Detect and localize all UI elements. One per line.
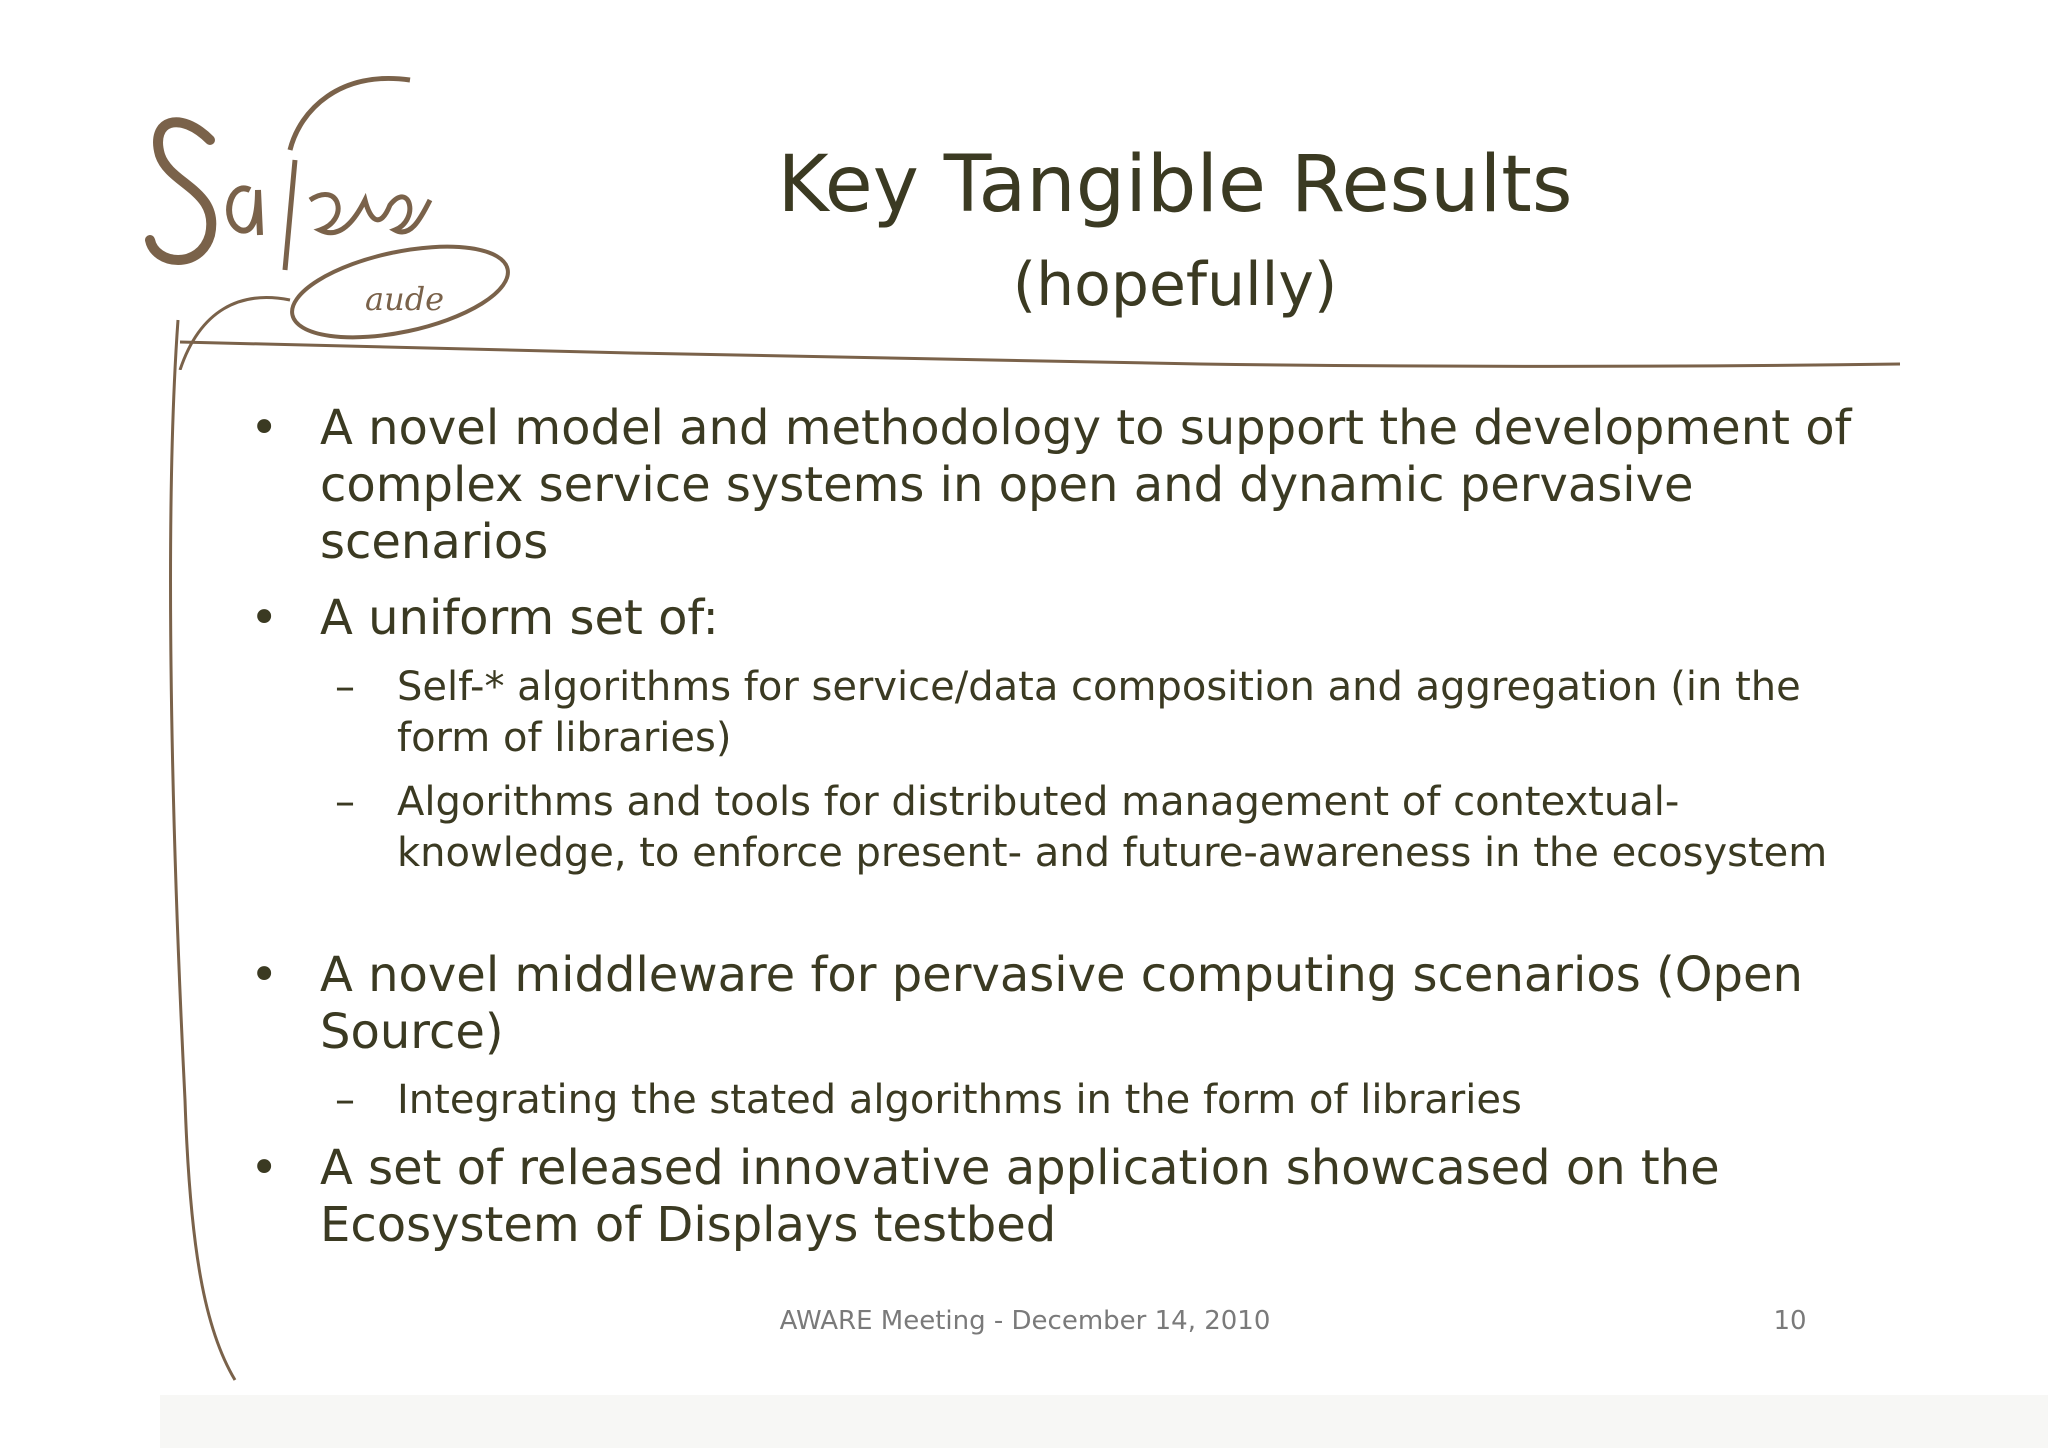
bullet-marker: • [250,947,279,1003]
slide-subtitle: (hopefully) [1012,250,1338,320]
list-item-text: A novel middleware for pervasive computing scenarios (Open Source) [320,947,1803,1060]
dash-marker: – [335,1077,355,1123]
page-number: 10 [1773,1306,1807,1336]
list-item-text: A uniform set of: [320,590,719,646]
sub-list-item-text: Algorithms and tools for distributed management of contextual-knowledge, to enforce present- and future-awareness in the ecosystem [397,779,1828,876]
slide-title: Key Tangible Results [777,140,1573,230]
list-item-text: A novel model and methodology to support the development of complex service systems in open and dynamic pervasive scenarios [320,400,1852,570]
svg-text:aude: aude [365,280,445,318]
sub-list-item-text: Integrating the stated algorithms in the form of libraries [397,1077,1522,1123]
bullet-marker: • [250,400,279,456]
sub-list-item-text: Self-* algorithms for service/data composition and aggregation (in the form of libraries) [397,664,1801,761]
bullet-marker: • [250,590,279,646]
footer-date: AWARE Meeting - December 14, 2010 [779,1306,1271,1336]
dash-marker: – [335,779,355,825]
list-item-text: A set of released innovative application showcased on the Ecosystem of Displays testbed [320,1140,1720,1253]
bullet-marker: • [250,1140,279,1196]
dash-marker: – [335,664,355,710]
